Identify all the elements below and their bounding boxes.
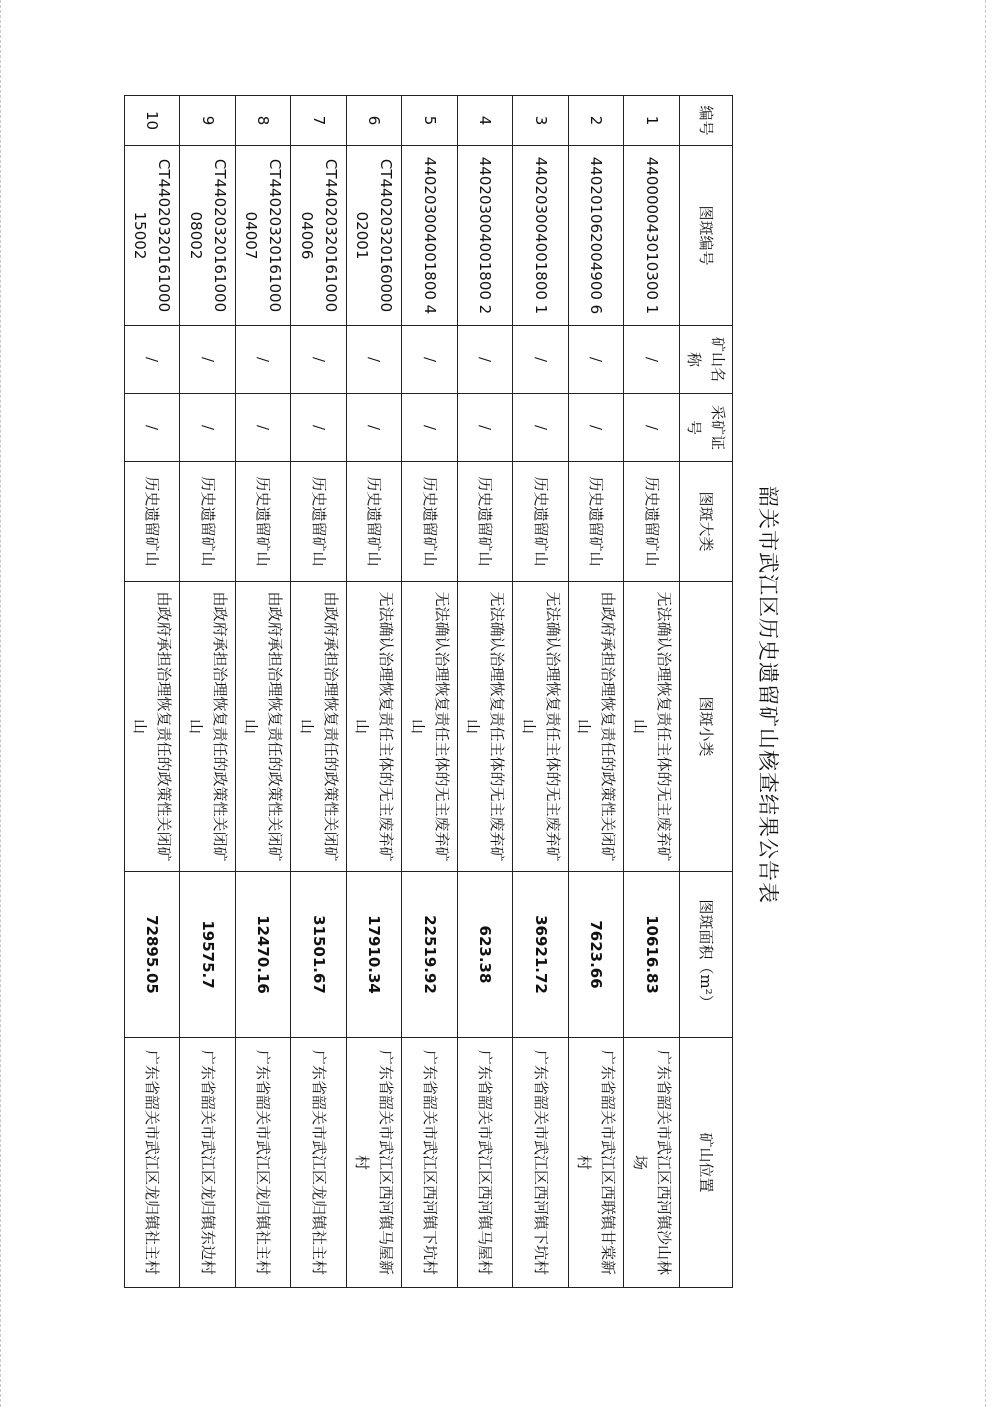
row-subcategory: 由政府承担治理恢复责任的政策性关闭矿山: [180, 582, 236, 872]
row-location: 广东省韶关市武江区西河镇马屋村: [458, 1038, 514, 1288]
row-code: 440203004001800 4: [402, 146, 458, 326]
row-area: 17910.34: [347, 872, 403, 1038]
row-category: 历史遗留矿山: [569, 462, 625, 582]
row-mine-name: /: [458, 326, 514, 394]
row-location: 广东省韶关市武江区西河镇沙山林场: [624, 1038, 680, 1288]
header-no: 编号: [680, 96, 733, 146]
row-location: 广东省韶关市武江区西河镇下坑村: [402, 1038, 458, 1288]
table-row: [624, 96, 680, 1288]
row-license: /: [125, 394, 181, 462]
row-number: 2: [569, 96, 625, 146]
row-code: CT44020320161000 15002: [125, 146, 181, 326]
row-number: 4: [458, 96, 514, 146]
header-subcategory: 图斑小类: [680, 582, 733, 872]
row-area: 31501.67: [291, 872, 347, 1038]
row-number: 1: [624, 96, 680, 146]
row-number: 9: [180, 96, 236, 146]
row-code: 440201062004900 6: [569, 146, 625, 326]
row-category: 历史遗留矿山: [458, 462, 514, 582]
row-number: 7: [291, 96, 347, 146]
row-area: 22519.92: [402, 872, 458, 1038]
header-location: 矿山位置: [680, 1038, 733, 1288]
row-subcategory: 无法确认治理恢复责任主体的无主废弃矿山: [624, 582, 680, 872]
row-area: 10616.83: [624, 872, 680, 1038]
row-subcategory: 无法确认治理恢复责任主体的无主废弃矿山: [347, 582, 403, 872]
row-license: /: [291, 394, 347, 462]
row-location: 广东省韶关市武江区西联镇甘棠新村: [569, 1038, 625, 1288]
row-location: 广东省韶关市武江区西河镇下坑村: [513, 1038, 569, 1288]
row-mine-name: /: [402, 326, 458, 394]
row-category: 历史遗留矿山: [624, 462, 680, 582]
rotated-sheet: [83, 95, 783, 1295]
row-license: /: [458, 394, 514, 462]
header-area: 图斑面积（m²）: [680, 872, 733, 1038]
table-row: [569, 96, 625, 1288]
row-category: 历史遗留矿山: [236, 462, 292, 582]
row-location: 广东省韶关市武江区龙归镇东边村: [180, 1038, 236, 1288]
row-license: /: [402, 394, 458, 462]
row-category: 历史遗留矿山: [402, 462, 458, 582]
row-category: 历史遗留矿山: [291, 462, 347, 582]
header-license: 采矿证号: [680, 394, 733, 462]
row-area: 72895.05: [125, 872, 181, 1038]
row-code: 440203004001800 2: [458, 146, 514, 326]
row-number: 5: [402, 96, 458, 146]
row-license: /: [347, 394, 403, 462]
row-area: 7623.66: [569, 872, 625, 1038]
row-mine-name: /: [347, 326, 403, 394]
row-subcategory: 无法确认治理恢复责任主体的无主废弃矿山: [513, 582, 569, 872]
row-code: CT44020320161000 08002: [180, 146, 236, 326]
row-mine-name: /: [291, 326, 347, 394]
row-location: 广东省韶关市武江区龙归镇社主村: [125, 1038, 181, 1288]
header-mine-name: 矿山名称: [680, 326, 733, 394]
table-header-row: [680, 96, 733, 1288]
row-code: CT44020320161000 04007: [236, 146, 292, 326]
row-mine-name: /: [236, 326, 292, 394]
row-area: 36921.72: [513, 872, 569, 1038]
header-category: 图斑大类: [680, 462, 733, 582]
row-subcategory: 由政府承担治理恢复责任的政策性关闭矿山: [291, 582, 347, 872]
row-number: 6: [347, 96, 403, 146]
row-location: 广东省韶关市武江区龙归镇社主村: [291, 1038, 347, 1288]
table-row: [347, 96, 403, 1288]
row-subcategory: 由政府承担治理恢复责任的政策性关闭矿山: [236, 582, 292, 872]
row-mine-name: /: [125, 326, 181, 394]
table-row: [402, 96, 458, 1288]
row-area: 12470.16: [236, 872, 292, 1038]
table-row: [291, 96, 347, 1288]
row-area: 623.38: [458, 872, 514, 1038]
scan-edge-right: [985, 0, 986, 1407]
table-row: [458, 96, 514, 1288]
mine-result-table: [124, 95, 733, 1288]
row-code: 440203004001800 1: [513, 146, 569, 326]
row-subcategory: 无法确认治理恢复责任主体的无主废弃矿山: [458, 582, 514, 872]
row-category: 历史遗留矿山: [125, 462, 181, 582]
row-location: 广东省韶关市武江区龙归镇社主村: [236, 1038, 292, 1288]
header-code: 图斑编号: [680, 146, 733, 326]
row-license: /: [180, 394, 236, 462]
row-license: /: [513, 394, 569, 462]
row-code: CT44020320160000 02001: [347, 146, 403, 326]
row-license: /: [569, 394, 625, 462]
table-row: [125, 96, 181, 1288]
row-area: 19575.7: [180, 872, 236, 1038]
row-license: /: [624, 394, 680, 462]
row-code: 440000043010300 1: [624, 146, 680, 326]
row-mine-name: /: [569, 326, 625, 394]
row-subcategory: 由政府承担治理恢复责任的政策性关闭矿山: [125, 582, 181, 872]
row-mine-name: /: [180, 326, 236, 394]
row-code: CT44020320161000 04006: [291, 146, 347, 326]
row-subcategory: 无法确认治理恢复责任主体的无主废弃矿山: [402, 582, 458, 872]
row-category: 历史遗留矿山: [513, 462, 569, 582]
scan-edge-left: [0, 0, 1, 1407]
row-number: 10: [125, 96, 181, 146]
table-row: [513, 96, 569, 1288]
row-category: 历史遗留矿山: [180, 462, 236, 582]
row-location: 广东省韶关市武江区西河镇马屋新村: [347, 1038, 403, 1288]
row-number: 8: [236, 96, 292, 146]
table-row: [180, 96, 236, 1288]
row-mine-name: /: [624, 326, 680, 394]
row-mine-name: /: [513, 326, 569, 394]
document-title: 韶关市武江区历史遗留矿山核查结果公告表: [756, 486, 780, 904]
row-license: /: [236, 394, 292, 462]
row-subcategory: 由政府承担治理恢复责任的政策性关闭矿山: [569, 582, 625, 872]
row-category: 历史遗留矿山: [347, 462, 403, 582]
row-number: 3: [513, 96, 569, 146]
table-row: [236, 96, 292, 1288]
